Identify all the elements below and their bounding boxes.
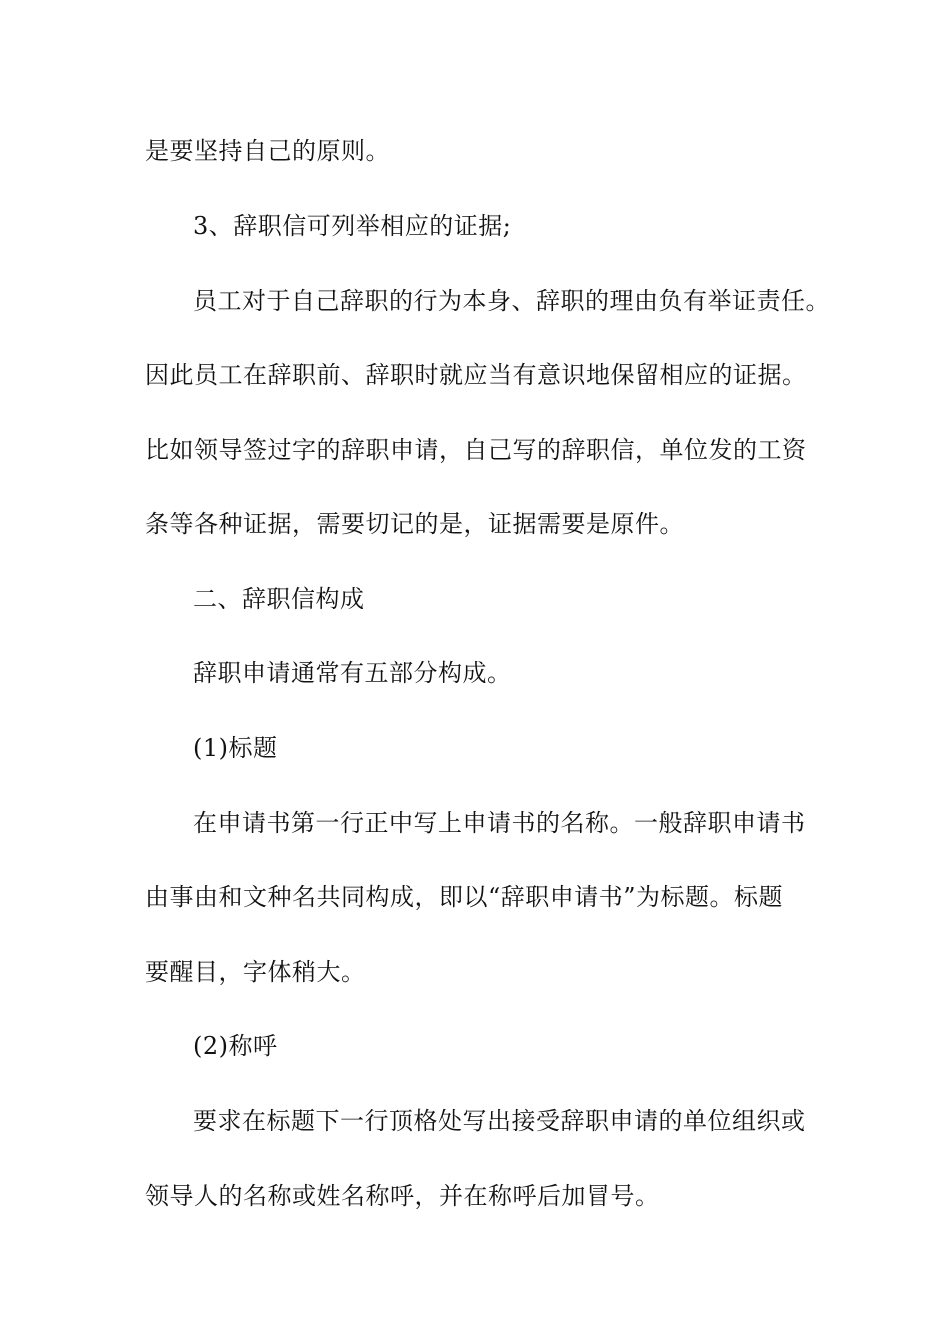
subheading-title: (1)标题 (193, 734, 278, 762)
paragraph-evidence-line-4: 条等各种证据，需要切记的是，证据需要是原件。 (145, 510, 684, 538)
paragraph-title-line-2: 由事由和文种名共同构成，即以“辞职申请书”为标题。标题 (145, 883, 784, 911)
text-line-principle: 是要坚持自己的原则。 (145, 137, 390, 165)
paragraph-evidence-line-1: 员工对于自己辞职的行为本身、辞职的理由负有举证责任。 (193, 287, 830, 315)
paragraph-salutation-line-2: 领导人的名称或姓名称呼，并在称呼后加冒号。 (145, 1182, 660, 1210)
section-heading-evidence: 3、辞职信可列举相应的证据; (193, 212, 512, 240)
paragraph-structure-intro: 辞职申请通常有五部分构成。 (193, 659, 512, 687)
paragraph-title-line-3: 要醒目，字体稍大。 (145, 958, 366, 986)
paragraph-evidence-line-3: 比如领导签过字的辞职申请，自己写的辞职信，单位发的工资 (145, 436, 807, 464)
subheading-salutation: (2)称呼 (193, 1032, 278, 1060)
paragraph-title-line-1: 在申请书第一行正中写上申请书的名称。一般辞职申请书 (193, 809, 806, 837)
section-heading-structure: 二、辞职信构成 (193, 585, 365, 613)
paragraph-salutation-line-1: 要求在标题下一行顶格处写出接受辞职申请的单位组织或 (193, 1107, 806, 1135)
paragraph-evidence-line-2: 因此员工在辞职前、辞职时就应当有意识地保留相应的证据。 (145, 361, 807, 389)
